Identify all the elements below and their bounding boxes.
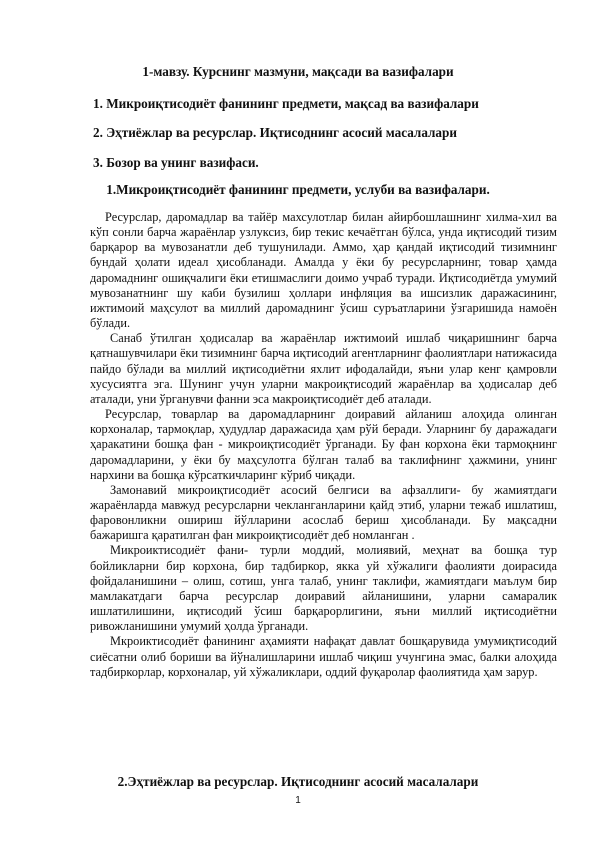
page-title: 1-мавзу. Курснинг мазмуни, мақсади ва вазифалари — [142, 64, 454, 79]
paragraph: Микроиктисодиёт фани- турли моддий, молиявий, меҳнат ва бошқа тур бойликларни бир корхона, бир тадбиркор, якка уй хўжалиги фаолияти доирасида фойдаланишини – олиш, сотиш, унга талаб, унинг таклифи, жамиятдаги маълум бир мамлакатдаги барча ресурслар доиравий айланишини, уларни самаралик ишлатилишини, иқтисодий ўсиш барқарорлигини, яъни миллий иқтисодиётни ривожланишини умумий ҳолда ўрганади. — [90, 543, 557, 634]
body-text — [90, 210, 557, 680]
section-heading-1: 1.Микроиқтисодиёт фанининг предмети, услуби ва вазифалари. — [106, 182, 490, 197]
outline-item-3: 3. Бозор ва унинг вазифаси. — [93, 155, 259, 170]
paragraph: Замонавий микроиқтисодиёт асосий белгиси ва афзаллиги- бу жамиятдаги жараёнларда мавжуд ресурсларни чекланганларини қайд этиб, уларни тежаб ишлатиш, фаровонликни ошириш йўлларини асослаб бериш ҳисобланади. Бу мақсадни бажаришга қаратилган фан микроиқтисодиёт деб номланган . — [90, 482, 557, 543]
paragraph: Ресурслар, даромадлар ва тайёр махсулотлар билан айирбошлашнинг хилма-хил ва кўп сонли барча жараёнлар узлуксиз, бир текис кечаётган бўлса, унда иқтисодий тизим барқарор ва мувозанатли деб тушунилади. Аммо, ҳар қандай иқтисодий тизимнинг бундай ҳолати идеал ҳисобланади. Амалда у ёки бу ресурсларнинг, товар ҳамда даромаднинг ошиқчалиги ёки етишмаслиги доимо учраб туради. Иқтисодиётда умумий мувозанатнинг шу каби бузилиш ҳоллари инфляция ва ишсизлик даражасининг, ижтимоий маҳсулот ва миллий даромаднинг ўсиш суръатларини ўзгаришида намоён бўлади. — [90, 210, 557, 331]
paragraph: Мкроиктисодиёт фанининг аҳамияти нафақат давлат бошқарувида умумиқтисодий сиёсатни олиб бориши ва йўналишларини ишлаб чиқиш учунгина эмас, балки алоҳида тадбиркорлар, корхоналар, уй хўжаликлари, оддий фуқаролар фаолиятида ҳам зарур. — [90, 634, 557, 679]
paragraph: Санаб ўтилган ҳодисалар ва жараёнлар ижтимоий ишлаб чиқаришнинг барча қатнашувчилари ёки тизимнинг барча иқтисодий агентларнинг фаолиятлари натижасида пайдо бўлади ва миллий иқтисодиётни яхлит ифодалайди, яъни улар кенг қамровли хусусиятга эга. Шунинг учун уларни макроиқтисодий жараёнлар ва ҳодисалар деб аталади, уни ўрганувчи фанни эса макроиқтисодиёт деб аталади. — [90, 331, 557, 406]
paragraph: Ресурслар, товарлар ва даромадларнинг доиравий айланиш алоҳида олинган корхоналар, тармоқлар, ҳудудлар даражасида ҳам рўй беради. Уларнинг бу даражадаги ҳаракатини бошқа фан - микроиқтисодиёт ўрганади. Бу фан корхона ёки тармоқнинг даромадларини, у ёки бу маҳсулотга бўлган талаб ва таклифнинг ҳажмини, унинг нархини ва бошқа кўрсаткичларинг кўриб чиқади. — [90, 407, 557, 482]
outline-item-2: 2. Эҳтиёжлар ва ресурслар. Иқтисоднинг асосий масалалари — [93, 125, 457, 140]
section-heading-2: 2.Эҳтиёжлар ва ресурслар. Иқтисоднинг асосий масалалари — [117, 774, 479, 789]
page-number: 1 — [295, 795, 301, 806]
outline-item-1: 1. Микроиқтисодиёт фанининг предмети, мақсад ва вазифалари — [93, 96, 479, 111]
